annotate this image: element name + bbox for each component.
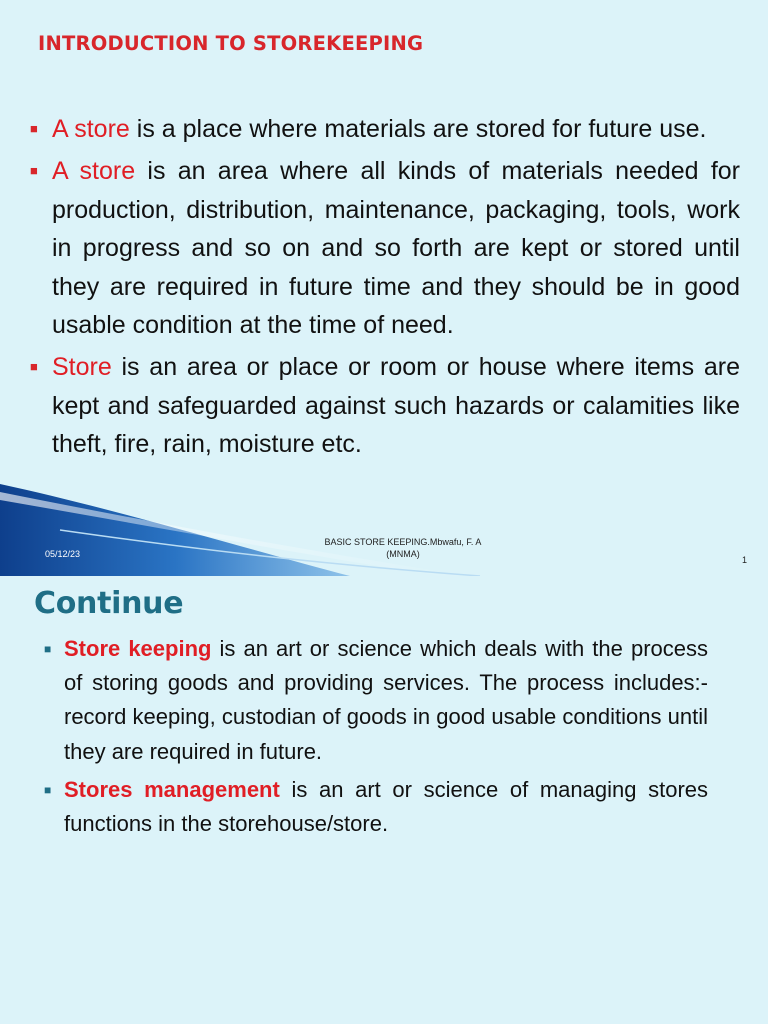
slide-title: INTRODUCTION TO STOREKEEPING <box>38 32 424 55</box>
bullet-term: Store keeping <box>64 636 212 661</box>
page-number: 1 <box>742 555 748 565</box>
footer-date: 05/12/23 <box>45 549 81 559</box>
footer-swoosh <box>0 480 768 576</box>
bullet-marker-icon: ■ <box>44 782 52 797</box>
list-item <box>30 110 740 148</box>
list-item <box>30 152 740 344</box>
bullet-marker-icon: ■ <box>30 163 38 179</box>
bullet-list <box>30 110 740 468</box>
bullet-text: is an art or science of managing stores functions in the storehouse/store. <box>64 776 709 837</box>
list-item <box>44 773 709 841</box>
slide-title: Continue <box>34 586 184 621</box>
bullet-term: Stores management <box>64 776 280 802</box>
list-item <box>30 348 740 463</box>
bullet-list <box>44 632 709 845</box>
bullet-term: A store <box>52 157 136 186</box>
footer-institution: (MNMA) <box>386 549 420 559</box>
slide-2 <box>0 576 768 1024</box>
bullet-term: Store <box>52 353 112 382</box>
bullet-marker-icon: ■ <box>30 359 38 375</box>
bullet-text: is an area where all kinds of materials needed for production, distribution, maintenance, packaging, tools, work in progress and so on and so forth are kept or stored until they are required in future time and they should be in good usable condition at the time of need. <box>52 157 740 340</box>
footer-author-line: BASIC STORE KEEPING.Mbwafu, F. A <box>324 537 482 547</box>
bullet-text: is an art or science which deals with the process of storing goods and providing services. The process includes:-record keeping, custodian of goods in good usable conditions until they are required in future. <box>64 636 709 764</box>
list-item <box>44 632 709 769</box>
bullet-term: A store <box>52 115 130 143</box>
bullet-marker-icon: ■ <box>30 121 38 136</box>
bullet-text: is an area or place or room or house where items are kept and safeguarded against such hazards or calamities like theft, fire, rain, moisture etc. <box>52 353 740 459</box>
footer-author <box>300 536 506 560</box>
bullet-text: is a place where materials are stored for future use. <box>129 115 707 143</box>
bullet-marker-icon: ■ <box>44 642 52 656</box>
